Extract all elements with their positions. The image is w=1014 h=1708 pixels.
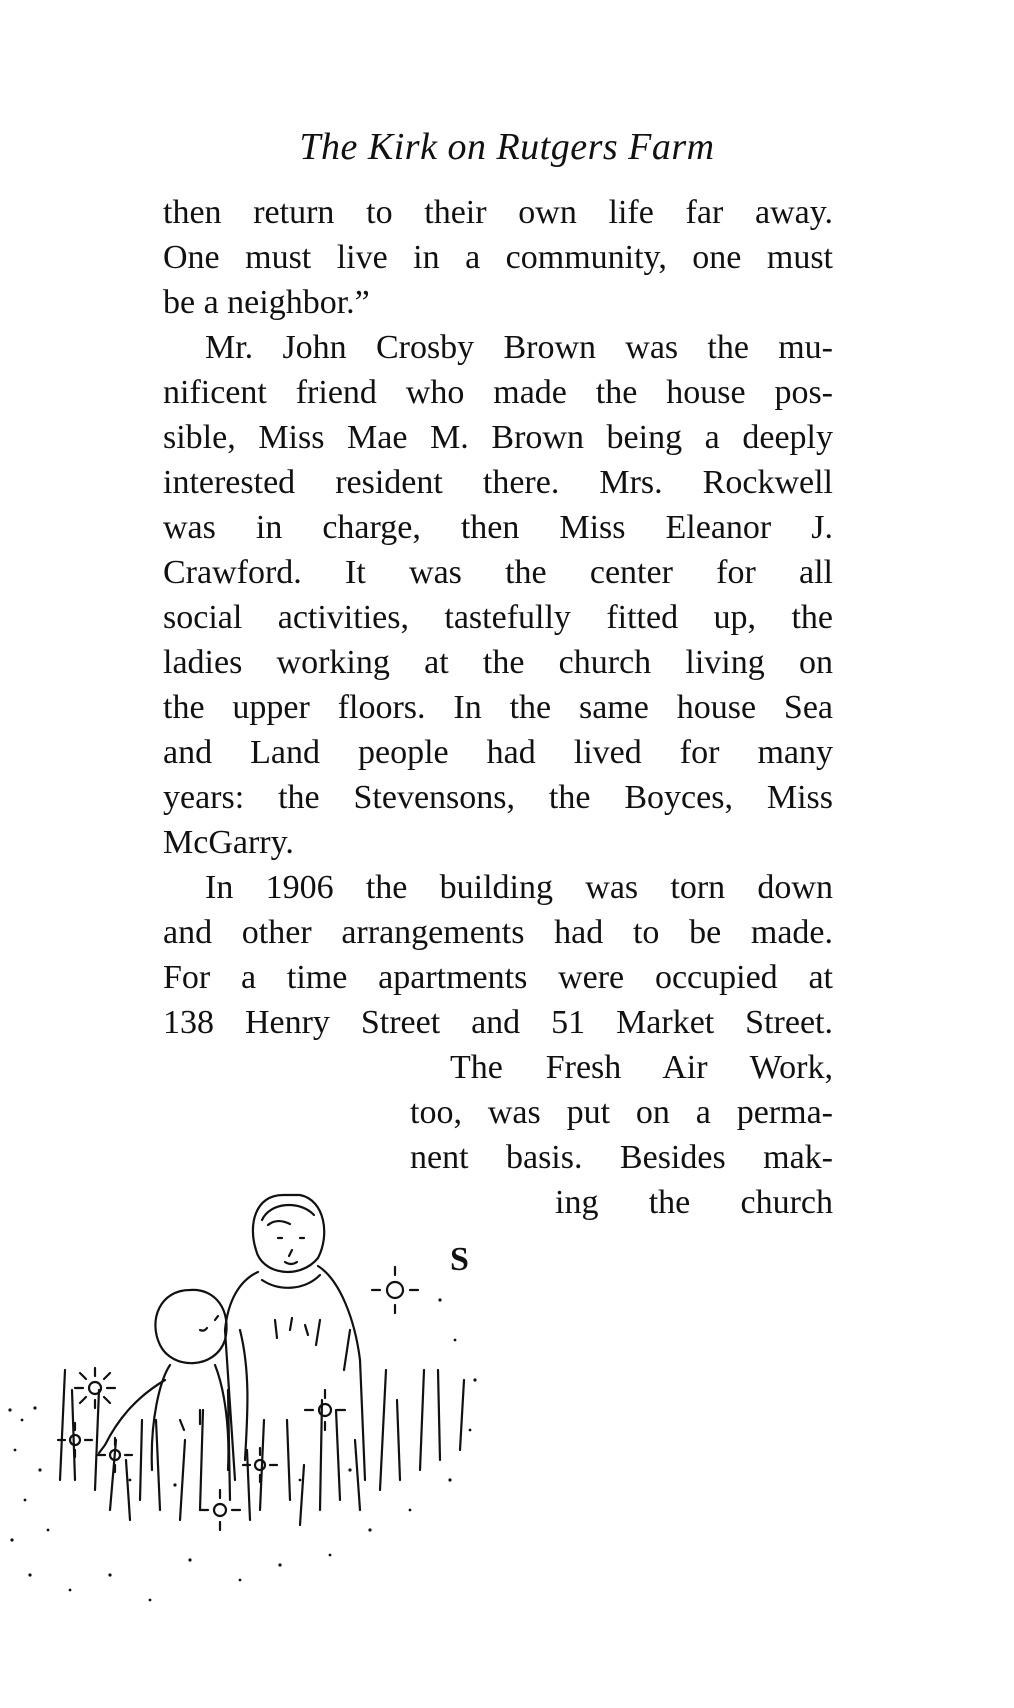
two-children-in-flower-field-icon [0,1180,520,1650]
text-line: then return to their own life far away. [163,194,833,231]
text-line: social activities, tastefully fitted up, the [163,599,833,636]
text-line: Mr. John Crosby Brown was the mu- [205,329,833,366]
running-header: The Kirk on Rutgers Farm [299,126,715,168]
text-line: the upper floors. In the same house Sea [163,689,833,726]
text-line: McGarry. [163,824,294,861]
text-line: 138 Henry Street and 51 Market Street. [163,1004,833,1041]
text-line: was in charge, then Miss Eleanor J. [163,509,833,546]
text-line: years: the Stevensons, the Boyces, Miss [163,779,833,816]
text-line: One must live in a community, one must [163,239,833,276]
text-line: too, was put on a perma- [410,1094,833,1131]
text-line: ing the church [555,1184,833,1221]
text-line: In 1906 the building was torn down [205,869,833,906]
text-line: sible, Miss Mae M. Brown being a deeply [163,419,833,456]
text-line: nificent friend who made the house pos- [163,374,833,411]
text-line: For a time apartments were occupied at [163,959,833,996]
text-line: and other arrangements had to be made. [163,914,833,951]
text-line: ladies working at the church living on [163,644,833,681]
text-line: interested resident there. Mrs. Rockwell [163,464,833,501]
text-line: be a neighbor.” [163,284,370,321]
text-line: Crawford. It was the center for all [163,554,833,591]
text-line: The Fresh Air Work, [450,1049,833,1086]
text-line: and Land people had lived for many [163,734,833,771]
illustrator-monogram: S [450,1241,469,1278]
text-line: nent basis. Besides mak- [410,1139,833,1176]
